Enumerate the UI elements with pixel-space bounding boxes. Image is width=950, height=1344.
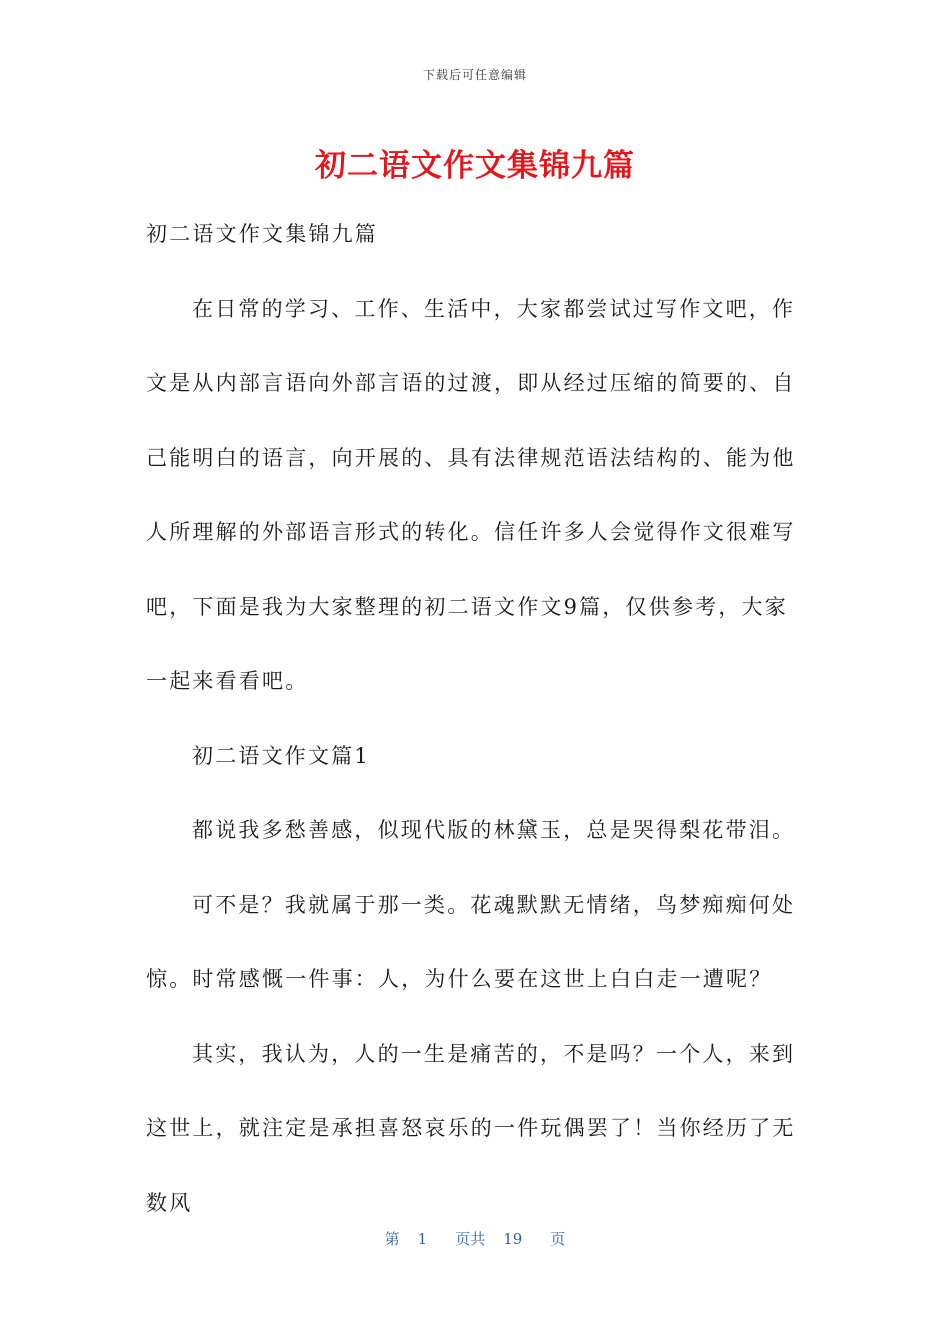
body-paragraph: 可不是？我就属于那一类。花魂默默无情绪，鸟梦痴痴何处惊。时常感慨一件事：人，为什么要在这世上白白走一遭呢？ [146, 892, 796, 991]
intro-paragraph: 在日常的学习、工作、生活中，大家都尝试过写作文吧，作文是从内部言语向外部言语的过渡，即从经过压缩的简要的、自己能明白的语言，向开展的、具有法律规范语法结构的、能为他人所理解的外部语言形式的转化。信任许多人会觉得作文很难写吧，下面是我为大家整理的初二语文作文9篇，仅供参考，大家一起来看看吧。 [146, 296, 796, 693]
subtitle-paragraph: 初二语文作文集锦九篇 [146, 222, 378, 246]
page-middle: 页共 [455, 1230, 486, 1248]
body-paragraph: 都说我多愁善感，似现代版的林黛玉，总是哭得梨花带泪。 [192, 818, 796, 842]
page-number-footer [0, 1228, 950, 1249]
section-heading: 初二语文作文篇1 [192, 743, 370, 768]
body-paragraph: 其实，我认为，人的一生是痛苦的，不是吗？一个人，来到这世上，就注定是承担喜怒哀乐的一件玩偶罢了！当你经历了无数风 [146, 1041, 796, 1215]
page-total: 19 [503, 1230, 523, 1248]
page-suffix: 页 [550, 1230, 566, 1248]
page-prefix: 第 [384, 1230, 400, 1248]
header-note: 下载后可任意编辑 [422, 68, 527, 82]
document-body [146, 197, 808, 1240]
document-title: 初二语文作文集锦九篇 [315, 148, 635, 184]
page-current: 1 [417, 1230, 428, 1248]
